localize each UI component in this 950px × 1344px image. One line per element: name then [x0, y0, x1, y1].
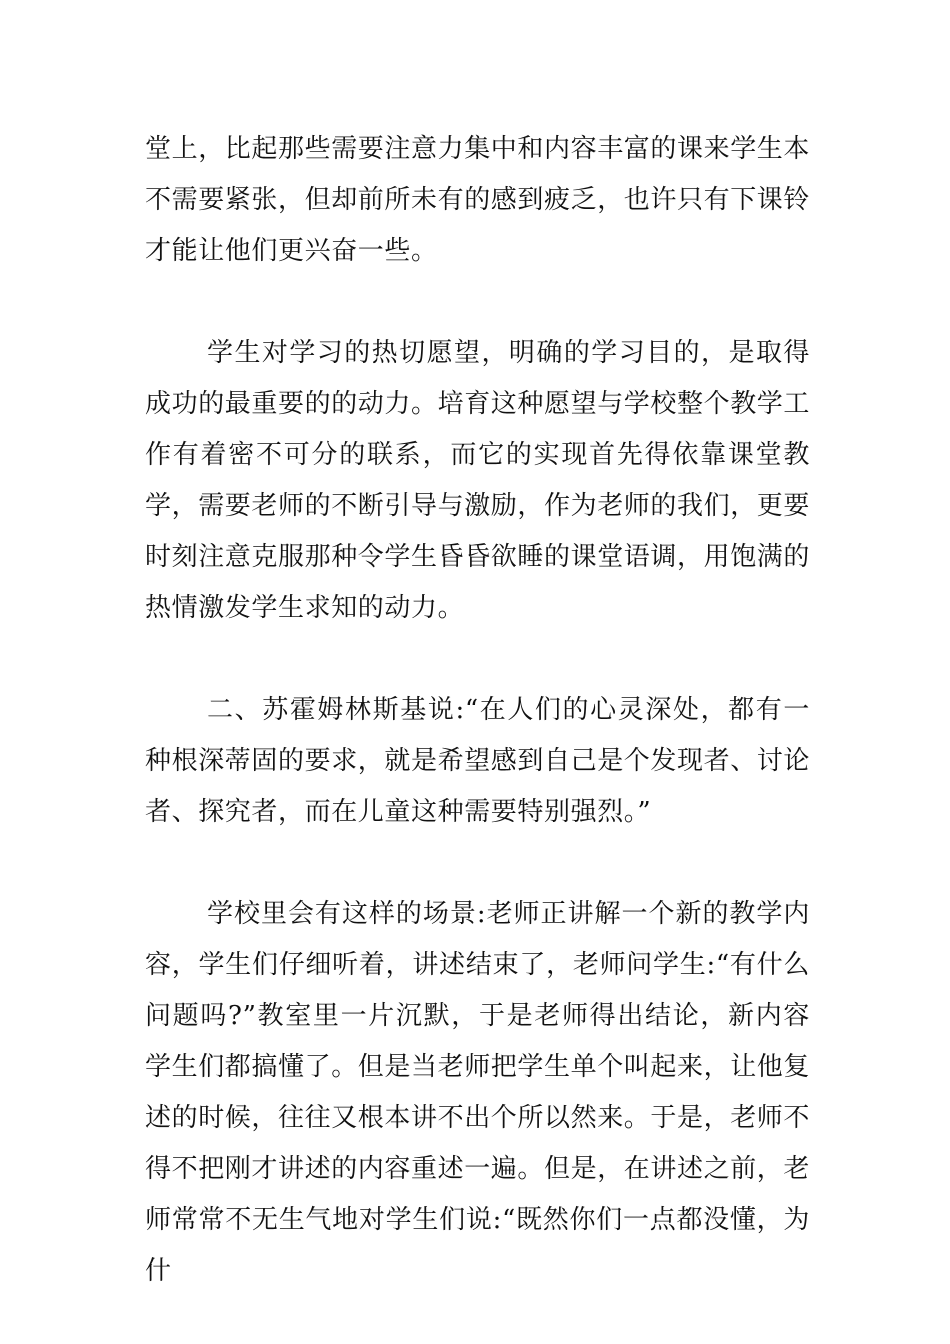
- paragraph-classroom-scene: 学校里会有这样的场景:老师正讲解一个新的教学内容，学生们仔细听着，讲述结束了，老师问学生:“有什么问题吗?”教室里一片沉默，于是老师得出结论，新内容学生们都搞懂了。但是当老师把学生单个叫起来，让他复述的时候，往往又根本讲不出个所以然来。于是，老师不得不把刚才讲述的内容重述一遍。但是，在讲述之前，老师常常不无生气地对学生们说:“既然你们一点都没懂，为什: [145, 899, 811, 1286]
- paragraph-sukhomlinsky-quote: 二、苏霍姆林斯基说:“在人们的心灵深处，都有一种根深蒂固的要求，就是希望感到自己是个发现者、讨论者、探究者，而在儿童这种需要特别强烈。”: [145, 695, 811, 827]
- document-body: [145, 124, 810, 1297]
- paragraph-learning-desire: 学生对学习的热切愿望，明确的学习目的，是取得成功的最重要的的动力。培育这种愿望与学校整个教学工作有着密不可分的联系，而它的实现首先得依靠课堂教学，需要老师的不断引导与激励，作为老师的我们，更要时刻注意克服那种令学生昏昏欲睡的课堂语调，用饱满的热情激发学生求知的动力。: [145, 338, 811, 623]
- paragraph-continuation: 堂上，比起那些需要注意力集中和内容丰富的课来学生本不需要紧张，但却前所未有的感到疲乏，也许只有下课铃才能让他们更兴奋一些。: [145, 134, 811, 266]
